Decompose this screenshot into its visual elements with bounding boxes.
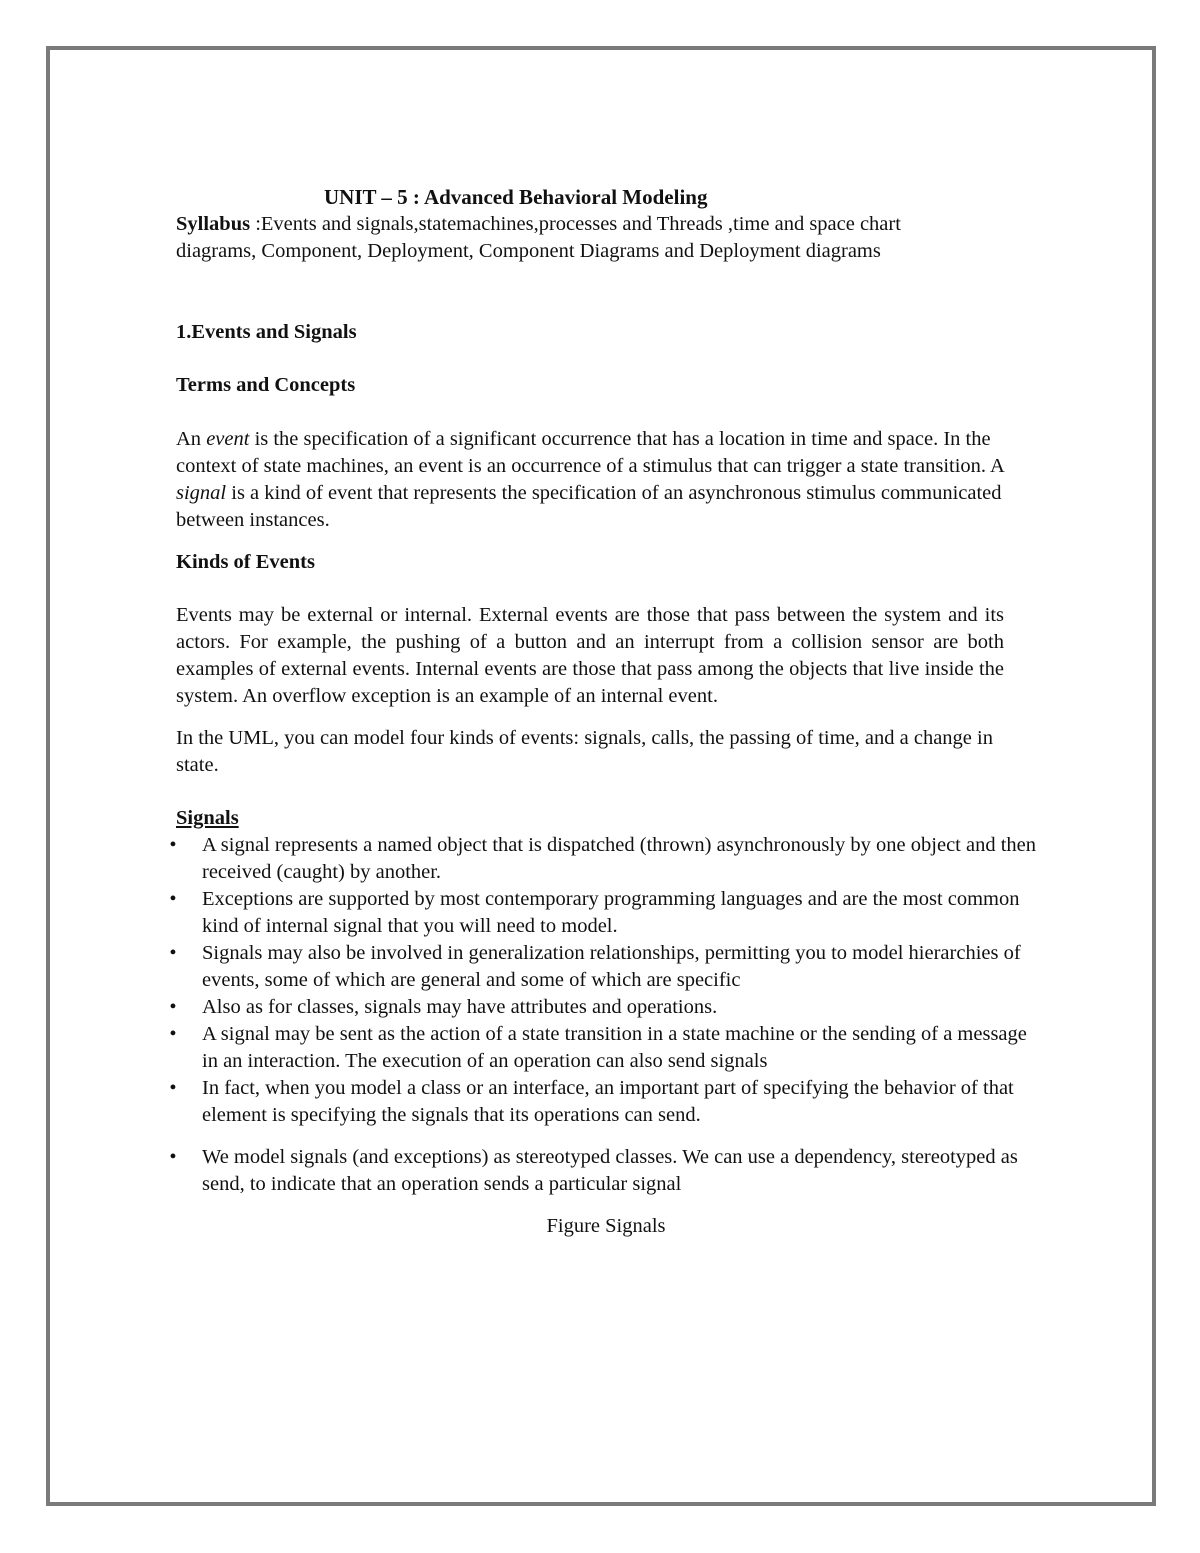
uml-events-paragraph: In the UML, you can model four kinds of events: signals, calls, the passing of time, and a change in state.	[176, 727, 993, 776]
event-para-part1: An	[176, 428, 207, 450]
list-item	[169, 940, 1036, 994]
bullet-text: Also as for classes, signals may have attributes and operations.	[202, 996, 718, 1018]
list-item	[169, 1075, 1036, 1129]
unit-title: UNIT – 5 : Advanced Behavioral Modeling	[324, 185, 708, 209]
bullet-text: Exceptions are supported by most contemporary programming languages and are the most common kind of internal signal that you will need to model.	[202, 888, 1020, 937]
list-item	[169, 1144, 1036, 1198]
figure-caption: Figure Signals	[546, 1215, 666, 1237]
kinds-of-events-paragraph: Events may be external or internal. External events are those that pass between the system and its actors. For example, the pushing of a button and an interrupt from a collision sensor are both examples of external events. Internal events are those that pass among the objects that live inside the system. An overflow exception is an example of an internal event.	[176, 604, 1004, 707]
list-item	[169, 994, 1036, 1021]
bullet-text: We model signals (and exceptions) as stereotyped classes. We can use a dependency, stereotyped as send, to indicate that an operation sends a particular signal	[202, 1146, 1018, 1195]
list-item	[169, 886, 1036, 940]
event-definition-paragraph	[176, 426, 1006, 534]
document-body	[169, 183, 1037, 1240]
list-item	[169, 832, 1037, 886]
section-heading-events-signals: 1.Events and Signals	[176, 321, 357, 343]
bullet-icon: •	[169, 834, 177, 856]
syllabus-label: Syllabus	[176, 213, 251, 235]
bullet-text: A signal represents a named object that is dispatched (thrown) asynchronously by one object and then received (caught) by another.	[202, 834, 1037, 883]
bullet-icon: •	[169, 942, 177, 964]
syllabus-text: :Events and signals,statemachines,processes and Threads ,time and space chart diagrams, Component, Deployment, Component Diagrams and Deployment diagrams	[176, 213, 901, 262]
signals-bullet-list	[169, 832, 1037, 1198]
event-para-part3: is a kind of event that represents the specification of an asynchronous stimulus communicated between instances.	[176, 482, 1002, 531]
bullet-icon: •	[169, 996, 177, 1018]
terms-concepts-heading: Terms and Concepts	[176, 374, 356, 396]
syllabus-paragraph	[176, 211, 906, 265]
bullet-icon: •	[169, 1146, 177, 1168]
signals-heading: Signals	[176, 807, 239, 829]
bullet-icon: •	[169, 1023, 177, 1045]
signal-term: signal	[176, 482, 227, 504]
event-term: event	[206, 428, 250, 450]
bullet-icon: •	[169, 888, 177, 910]
bullet-text: In fact, when you model a class or an interface, an important part of specifying the behavior of that element is specifying the signals that its operations can send.	[202, 1077, 1014, 1126]
bullet-text: A signal may be sent as the action of a state transition in a state machine or the sending of a message in an interaction. The execution of an operation can also send signals	[202, 1023, 1027, 1072]
list-item	[169, 1021, 1036, 1075]
event-para-part2: is the specification of a significant occurrence that has a location in time and space. In the context of state machines, an event is an occurrence of a stimulus that can trigger a state transition. A	[176, 428, 1004, 477]
bullet-icon: •	[169, 1077, 177, 1099]
bullet-text: Signals may also be involved in generalization relationships, permitting you to model hierarchies of events, some of which are general and some of which are specific	[202, 942, 1021, 991]
kinds-of-events-heading: Kinds of Events	[176, 551, 315, 573]
